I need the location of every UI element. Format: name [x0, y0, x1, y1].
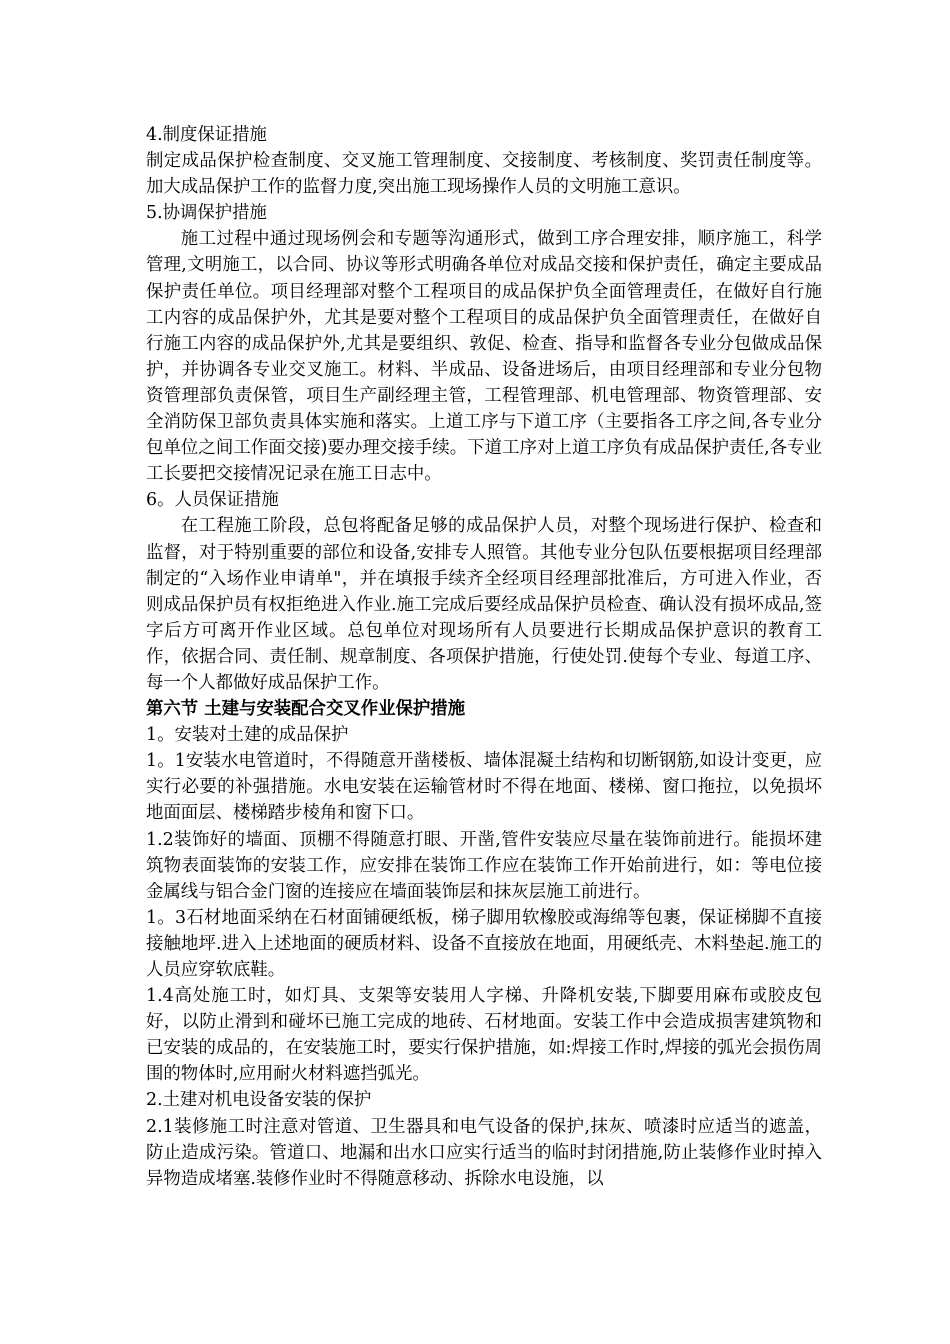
paragraph-institutional-measures: 制定成品保护检查制度、交叉施工管理制度、交接制度、考核制度、奖罚责任制度等。加大成品保护工作的监督力度,突出施工现场操作人员的文明施工意识。 — [146, 151, 822, 198]
heading-installation-protection: 1。安装对土建的成品保护 — [146, 725, 349, 746]
paragraph-2-1: 2.1装修施工时注意对管道、卫生器具和电气设备的保护,抹灰、喷漆时应适当的遮盖，防止造成污染。管道口、地漏和出水口应实行适当的临时封闭措施,防止装修作业时掉入异物造成堵塞.装修作业时不得随意移动、拆除水电设施，以 — [146, 1116, 822, 1189]
heading-institutional-measures: 4.制度保证措施 — [146, 125, 267, 145]
paragraph-coordination-measures: 施工过程中通过现场例会和专题等沟通形式，做到工序合理安排，顺序施工，科学管理,文明施工，以合同、协议等形式明确各单位对成品交接和保护责任，确定主要成品保护责任单位。项目经理部对整个工程项目的成品保护负全面管理责任，在做好自行施工内容的成品保护外，尤其是要对整个工程项目的成品保护负全面管理责任，在做好自行施工内容的成品保护外,尤其是要组织、敦促、检查、指导和监督各专业分包做成品保护，并协调各专业交叉施工。材料、半成品、设备进场后，由项目经理部和专业分包物资管理部负责保管，项目生产副经理主管，工程管理部、机电管理部、物资管理部、安全消防保卫部负责具体实施和落实。上道工序与下道工序（主要指各工序之间,各专业分包单位之间工作面交接)要办理交接手续。下道工序对上道工序负有成品保护责任,各专业工长要把交接情况记录在施工日志中。 — [146, 229, 822, 485]
section-title: 第六节 土建与安装配合交叉作业保护措施 — [146, 699, 466, 720]
paragraph-1-2: 1.2装饰好的墙面、顶棚不得随意打眼、开凿,管件安装应尽量在装饰前进行。能损坏建筑物表面装饰的安装工作，应安排在装饰工作应在装饰工作开始前进行，如：等电位接金属线与铝合金门窗的连接应在墙面装饰层和抹灰层施工前进行。 — [146, 829, 822, 902]
paragraph-1-1: 1。1安装水电管道时，不得随意开凿楼板、墙体混凝土结构和切断钢筋,如设计变更，应实行必要的补强措施。水电安装在运输管材时不得在地面、楼梯、窗口拖拉，以免损坏地面面层、楼梯踏步棱角和窗下口。 — [146, 751, 822, 824]
heading-personnel-measures: 6。人员保证措施 — [146, 490, 279, 511]
paragraph-1-3: 1。3石材地面采纳在石材面铺硬纸板，梯子脚用软橡胶或海绵等包裹，保证梯脚不直接接触地坪.进入上述地面的硬质材料、设备不直接放在地面，用硬纸壳、木料垫起.施工的人员应穿软底鞋。 — [146, 907, 822, 980]
document-page — [146, 122, 822, 1192]
paragraph-personnel-measures: 在工程施工阶段，总包将配备足够的成品保护人员，对整个现场进行保护、检查和监督，对于特别重要的部位和设备,安排专人照管。其他专业分包队伍要根据项目经理部制定的“入场作业申请单"，并在填报手续齐全经项目经理部批准后，方可进入作业，否则成品保护员有权拒绝进入作业.施工完成后要经成品保护员检查、确认没有损坏成品,签字后方可离开作业区域。总包单位对现场所有人员要进行长期成品保护意识的教育工作，依据合同、责任制、规章制度、各项保护措施，行使处罚.使每个专业、每道工序、每一个人都做好成品保护工作。 — [146, 516, 822, 693]
heading-civil-protection: 2.土建对机电设备安装的保护 — [146, 1090, 372, 1111]
paragraph-1-4: 1.4高处施工时，如灯具、支架等安装用人字梯、升降机安装,下脚要用麻布或胶皮包好，以防止滑到和碰坏已施工完成的地砖、石材地面。安装工作中会造成损害建筑物和已安装的成品的，在安装施工时，要实行保护措施，如:焊接工作时,焊接的弧光会损伤周围的物体时,应用耐火材料遮挡弧光。 — [146, 986, 822, 1085]
heading-coordination-measures: 5.协调保护措施 — [146, 203, 267, 224]
